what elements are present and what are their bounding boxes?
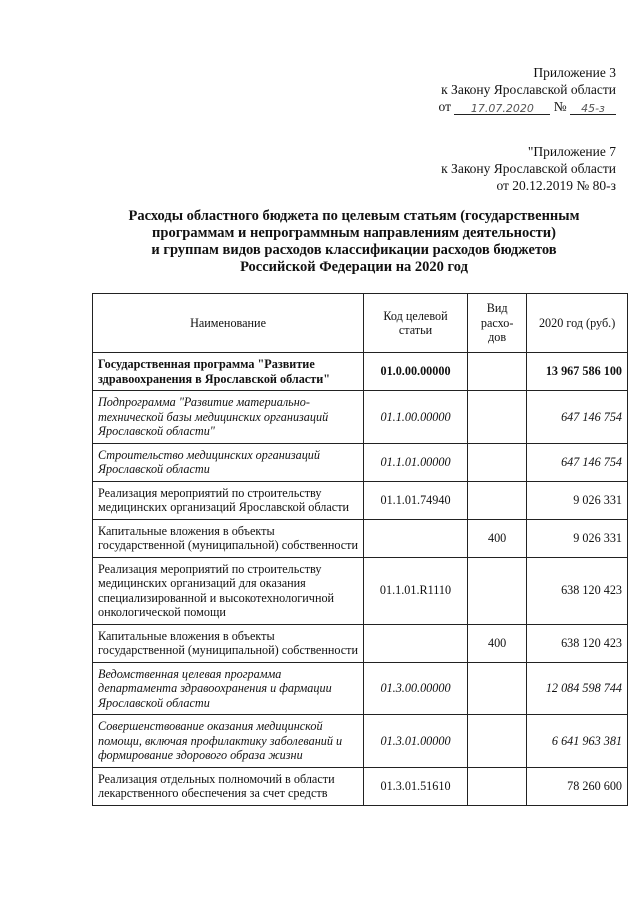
- row-sum: 638 120 423: [527, 624, 628, 662]
- row-type: [467, 662, 526, 715]
- header-sum: 2020 год (руб.): [527, 294, 628, 353]
- title-line: программам и непрограммным направлениям деятельности): [152, 225, 556, 241]
- row-name: Строительство медицинских организаций Ярославской области: [93, 443, 364, 481]
- document-title: [80, 208, 628, 276]
- from-label: от: [438, 99, 451, 114]
- row-type: 400: [467, 624, 526, 662]
- row-name: Реализация отдельных полномочий в области лекарственного обеспечения за счет средств: [93, 767, 364, 805]
- header-code: Код целевой статьи: [364, 294, 468, 353]
- row-sum: 13 967 586 100: [527, 353, 628, 391]
- appendix-original-law: к Закону Ярославской области: [441, 161, 616, 176]
- row-sum: 78 260 600: [527, 767, 628, 805]
- row-name: Реализация мероприятий по строительству медицинских организаций для оказания специализированной и высокотехнологичной онкологической помощи: [93, 557, 364, 624]
- row-name: Ведомственная целевая программа департамента здравоохранения и фармации Ярославской области: [93, 662, 364, 715]
- row-name: Государственная программа "Развитие здравоохранения в Ярославской области": [93, 353, 364, 391]
- table-row: [93, 353, 628, 391]
- row-sum: 9 026 331: [527, 519, 628, 557]
- handwritten-number: 45-з: [570, 100, 616, 115]
- table-row: [93, 767, 628, 805]
- row-code: 01.1.01.00000: [364, 443, 468, 481]
- table-row: [93, 443, 628, 481]
- row-name: Совершенствование оказания медицинской помощи, включая профилактику заболеваний и формирование здорового образа жизни: [93, 715, 364, 768]
- table-header-row: [93, 294, 628, 353]
- row-type: [467, 391, 526, 444]
- row-type: [467, 353, 526, 391]
- row-code: 01.1.00.00000: [364, 391, 468, 444]
- row-code: 01.1.01.74940: [364, 481, 468, 519]
- row-type: [467, 767, 526, 805]
- row-name: Капитальные вложения в объекты государственной (муниципальной) собственности: [93, 519, 364, 557]
- row-type: 400: [467, 519, 526, 557]
- row-code: 01.0.00.00000: [364, 353, 468, 391]
- appendix-current-date-line: [439, 98, 617, 115]
- row-code: [364, 624, 468, 662]
- appendix-original-date: от 20.12.2019 № 80-з: [496, 178, 616, 193]
- appendix-current-law: к Закону Ярославской области: [441, 82, 616, 97]
- appendix-original: [441, 143, 616, 194]
- row-type: [467, 443, 526, 481]
- table-row: [93, 662, 628, 715]
- row-sum: 647 146 754: [527, 391, 628, 444]
- header-type: Вид расхо-дов: [467, 294, 526, 353]
- appendix-current: [439, 64, 617, 115]
- table-row: [93, 715, 628, 768]
- row-code: 01.3.01.00000: [364, 715, 468, 768]
- title-line: Российской Федерации на 2020 год: [240, 259, 468, 275]
- table-row: [93, 481, 628, 519]
- row-type: [467, 557, 526, 624]
- appendix-current-title: Приложение 3: [533, 65, 616, 80]
- row-sum: 638 120 423: [527, 557, 628, 624]
- title-line: и группам видов расходов классификации расходов бюджетов: [151, 242, 557, 258]
- budget-table: [92, 293, 628, 806]
- row-code: 01.3.01.51610: [364, 767, 468, 805]
- row-type: [467, 481, 526, 519]
- row-name: Капитальные вложения в объекты государственной (муниципальной) собственности: [93, 624, 364, 662]
- table-row: [93, 624, 628, 662]
- row-code: 01.3.00.00000: [364, 662, 468, 715]
- row-sum: 647 146 754: [527, 443, 628, 481]
- table-row: [93, 391, 628, 444]
- header-name: Наименование: [93, 294, 364, 353]
- row-sum: 6 641 963 381: [527, 715, 628, 768]
- row-code: [364, 519, 468, 557]
- row-name: Реализация мероприятий по строительству медицинских организаций Ярославской области: [93, 481, 364, 519]
- table-row: [93, 557, 628, 624]
- number-label: №: [553, 99, 567, 114]
- appendix-original-title: "Приложение 7: [527, 144, 616, 159]
- row-code: 01.1.01.R1110: [364, 557, 468, 624]
- title-line: Расходы областного бюджета по целевым статьям (государственным: [128, 208, 580, 224]
- handwritten-date: 17.07.2020: [454, 100, 550, 115]
- row-type: [467, 715, 526, 768]
- row-sum: 9 026 331: [527, 481, 628, 519]
- row-name: Подпрограмма "Развитие материально-технической базы медицинских организаций Ярославской области": [93, 391, 364, 444]
- table-row: [93, 519, 628, 557]
- row-sum: 12 084 598 744: [527, 662, 628, 715]
